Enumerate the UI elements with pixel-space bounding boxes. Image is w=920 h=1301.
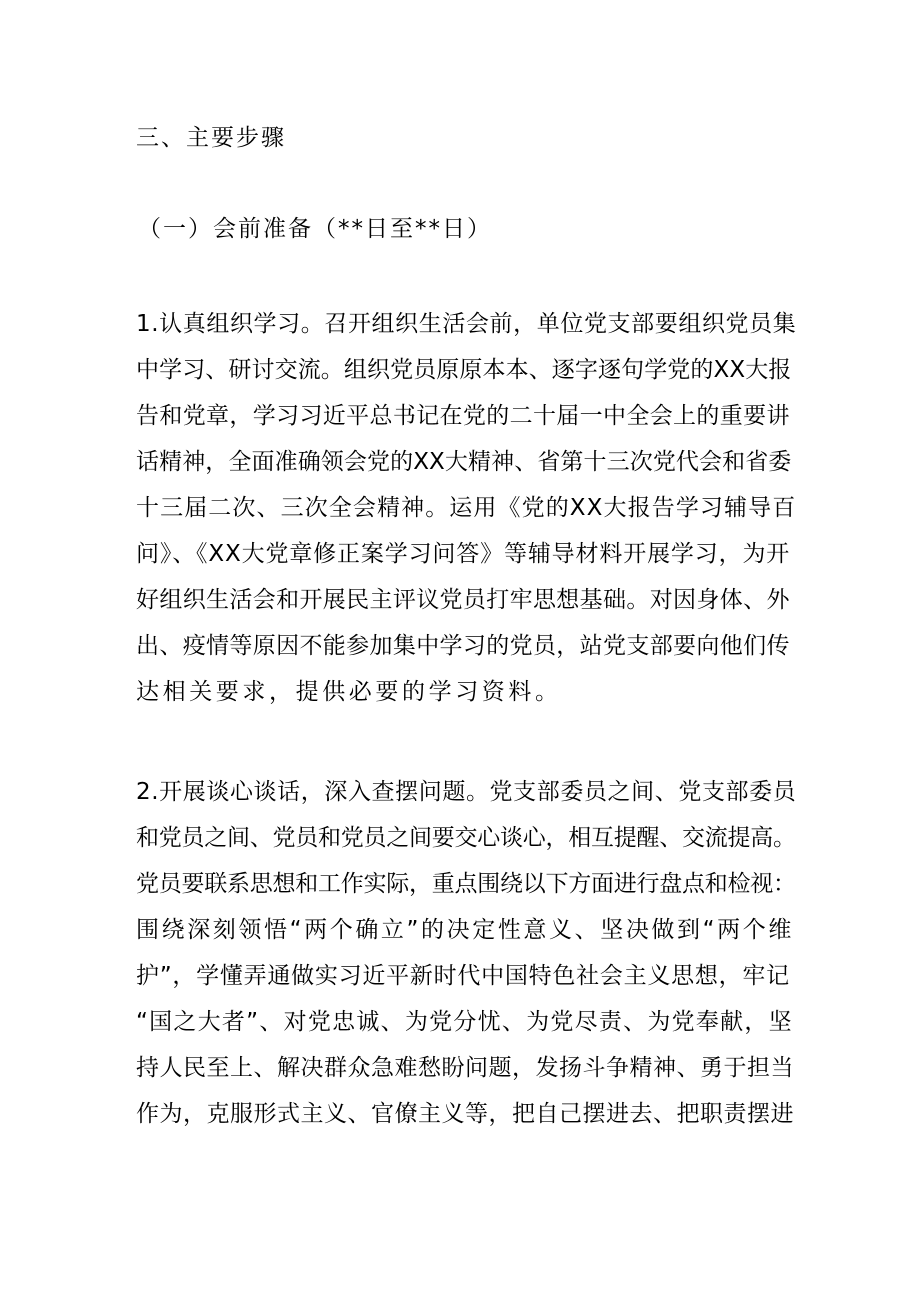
paragraph-line: 和党员之间、党员和党员之间要交心谈心，相互提醒、交流提高。	[136, 825, 796, 851]
section-heading: 三、主要步骤	[136, 125, 286, 151]
paragraph-line: 持人民至上、解决群众急难愁盼问题，发扬斗争精神、勇于担当	[136, 1055, 794, 1081]
paragraph-line: 达相关要求，提供必要的学习资料。	[136, 679, 562, 705]
paragraph-line: 作为，克服形式主义、官僚主义等，把自己摆进去、把职责摆进	[136, 1101, 794, 1127]
paragraph-line: 中学习、研讨交流。组织党员原原本本、逐字逐句学党的XX大报	[136, 357, 792, 383]
paragraph-line: 话精神，全面准确领会党的XX大精神、省第十三次党代会和省委	[136, 449, 792, 475]
paragraph-line: “国之大者”、对党忠诚、为党分忧、为党尽责、为党奉献，坚	[136, 1009, 793, 1035]
paragraph-line: 党员要联系思想和工作实际，重点围绕以下方面进行盘点和检视：	[136, 871, 796, 897]
paragraph-line: 出、疫情等原因不能参加集中学习的党员，站党支部要向他们传	[136, 633, 790, 659]
paragraph-line: 告和党章，学习习近平总书记在党的二十届一中全会上的重要讲	[136, 403, 790, 429]
paragraph-line: 2.开展谈心谈话，深入查摆问题。党支部委员之间、党支部委员	[136, 779, 797, 805]
paragraph-line: 1.认真组织学习。召开组织生活会前，单位党支部要组织党员集	[136, 311, 797, 337]
paragraph-line: 护”，学懂弄通做实习近平新时代中国特色社会主义思想，牢记	[136, 963, 790, 989]
paragraph-line: 十三届二次、三次全会精神。运用《党的XX大报告学习辅导百	[136, 495, 797, 521]
paragraph-study	[136, 301, 796, 715]
paragraph-line: 问》、《XX大党章修正案学习问答》等辅导材料开展学习，为开	[136, 541, 791, 567]
subsection-heading: （一）会前准备（**日至**日）	[138, 216, 492, 242]
paragraph-line: 好组织生活会和开展民主评议党员打牢思想基础。对因身体、外	[136, 587, 790, 613]
paragraph-line: 围绕深刻领悟“两个确立”的决定性意义、坚决做到“两个维	[136, 917, 794, 943]
paragraph-talks	[136, 769, 796, 1137]
